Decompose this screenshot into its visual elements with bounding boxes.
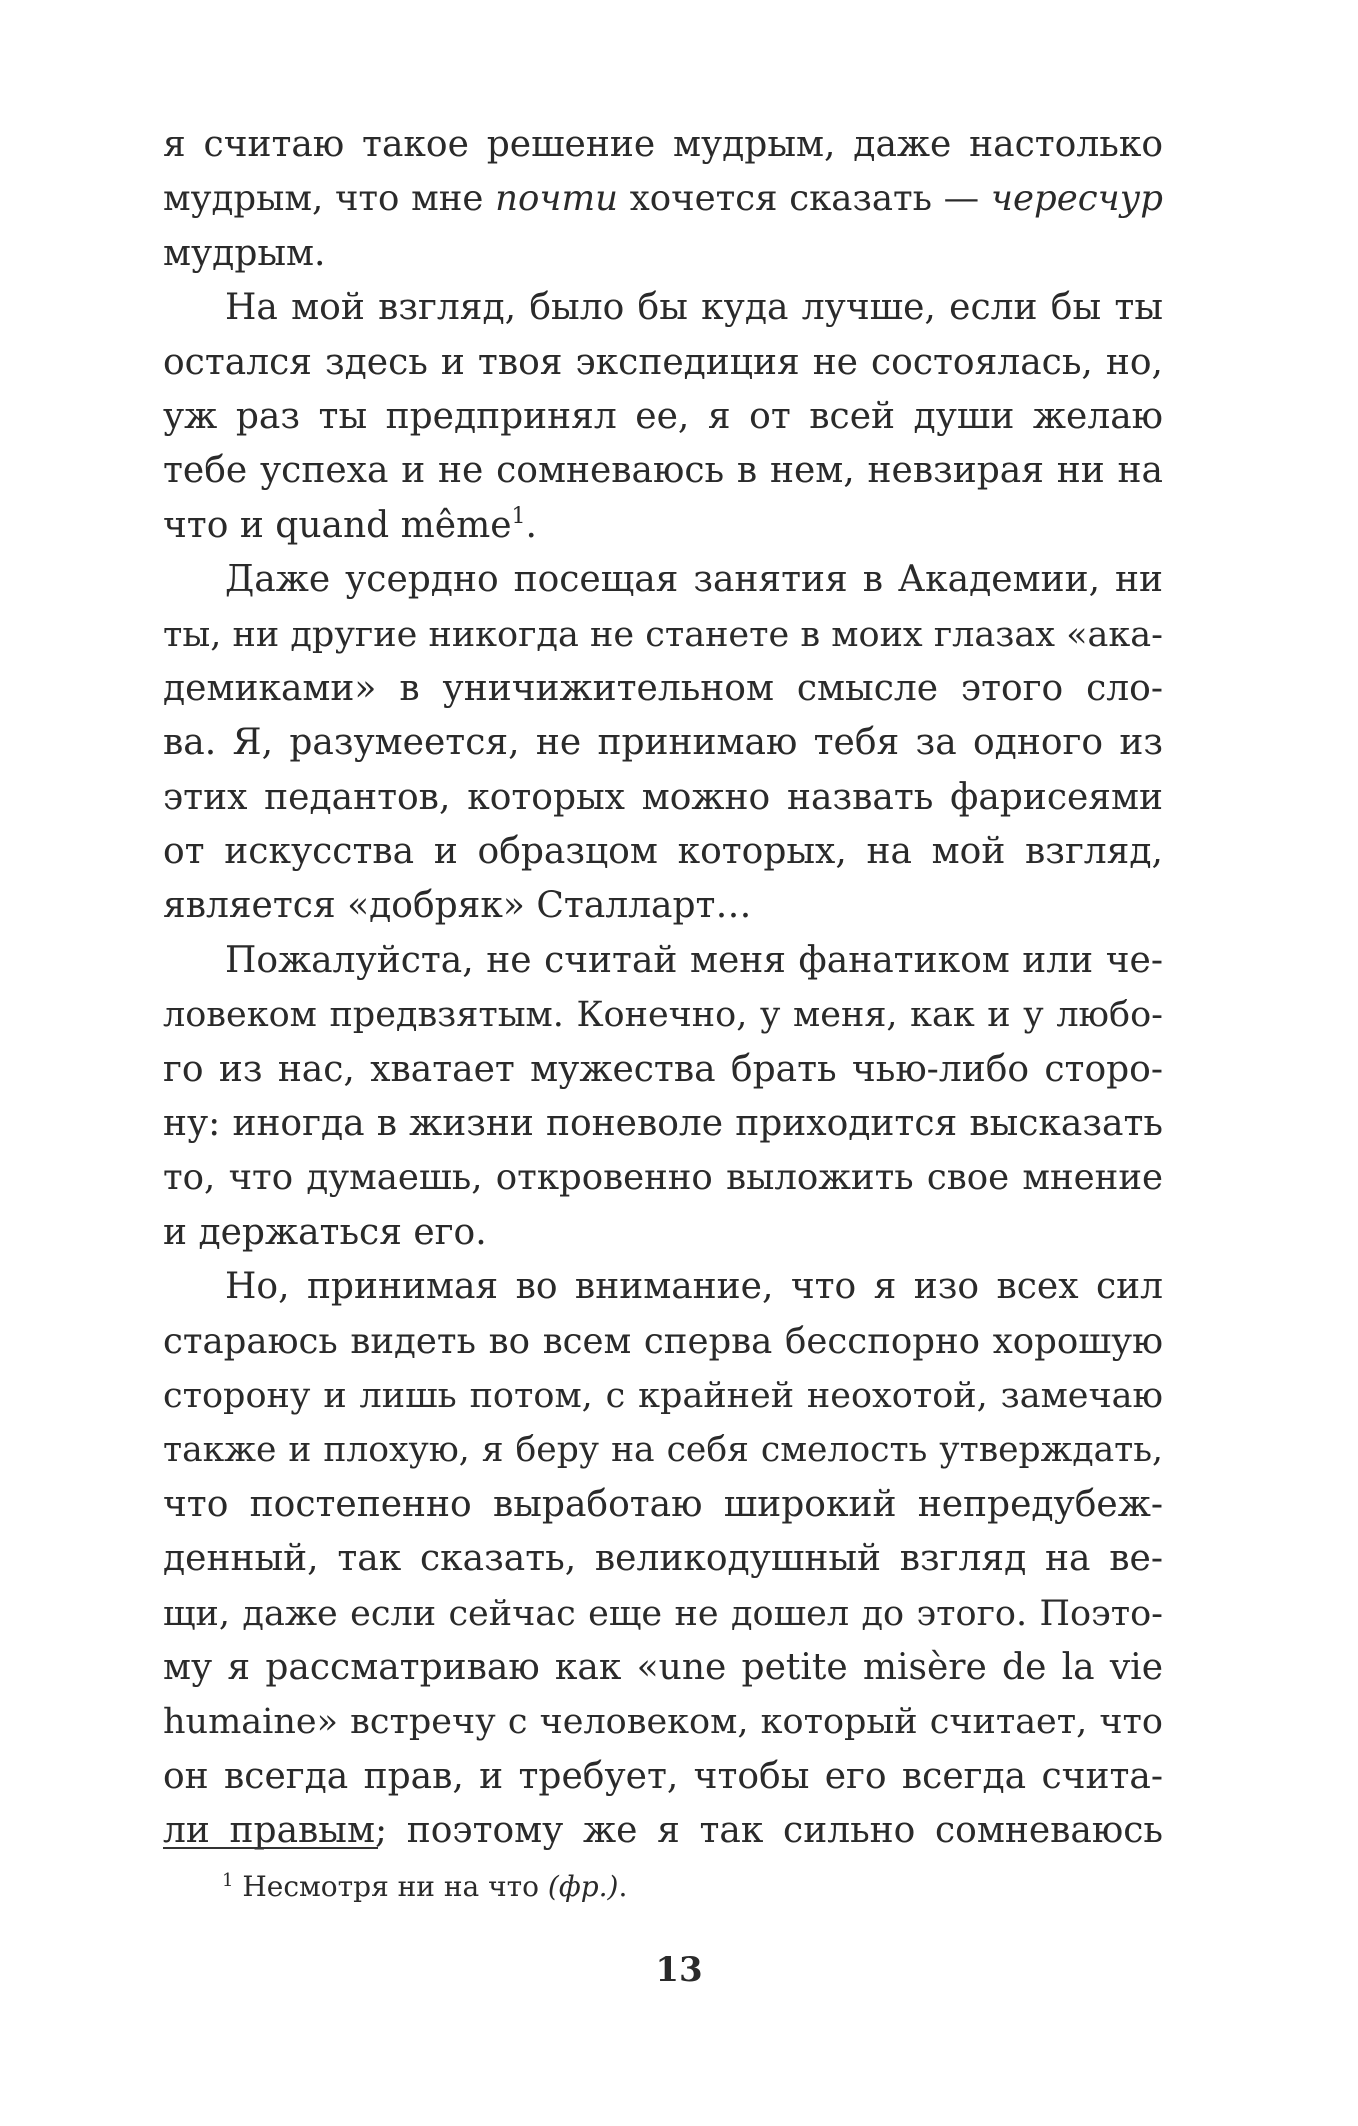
footnote [222, 1867, 627, 1907]
text-line: му я рассматриваю как «une petite misère de la vie [163, 1646, 1163, 1688]
text-line: уж раз ты предпринял ее, я от всей души желаю [163, 395, 1163, 437]
page-number: 13 [655, 1950, 703, 1990]
text-line: остался здесь и твоя экспедиция не состоялась, но, [163, 341, 1163, 383]
text-run: хочется сказать — [618, 178, 991, 220]
text-run: что и quand même [163, 504, 512, 546]
text-line: ли правым; поэтому же я так сильно сомневаюсь [163, 1810, 1163, 1852]
footnote-divider [163, 1847, 378, 1849]
text-line [163, 172, 1163, 226]
text-line: humaine» встречу с человеком, который считает, что [163, 1702, 1163, 1743]
text-line: стараюсь видеть во всем сперва бесспорно хорошую [163, 1320, 1163, 1362]
text-line: демиками» в уничижительном смысле этого сло- [163, 667, 1163, 709]
footnote-language-note: (фр.) [547, 1870, 619, 1903]
text-line: сторону и лишь потом, с крайней неохотой, замечаю [163, 1375, 1163, 1416]
text-run: . [525, 504, 537, 546]
text-line: ты, ни другие никогда не станете в моих глазах «ака- [163, 614, 1163, 655]
text-line: то, что думаешь, откровенно выложить свое мнение [163, 1157, 1163, 1199]
text-line: также и плохую, я беру на себя смелость утверждать, [163, 1430, 1163, 1471]
footnote-reference[interactable]: 1 [511, 503, 526, 529]
text-line: от искусства и образцом которых, на мой взгляд, [163, 831, 1163, 873]
paragraph-first-line: Но, принимая во внимание, что я изо всех сил [225, 1266, 1163, 1308]
italic-word: чересчур [990, 178, 1164, 220]
footnote-marker: 1 [222, 1870, 234, 1891]
text-line: этих педантов, которых можно назвать фарисеями [163, 776, 1163, 818]
text-line: мудрым. [163, 232, 326, 274]
text-line: ловеком предвзятым. Конечно, у меня, как и у любо- [163, 995, 1163, 1036]
text-line: тебе успеха и не сомневаюсь в нем, невзирая ни на [163, 450, 1163, 492]
text-line: го из нас, хватает мужества брать чью-либо сторо- [163, 1048, 1163, 1090]
text-line [163, 499, 1163, 553]
page-body-text [163, 118, 1163, 1859]
text-line: что постепенно выработаю широкий непредубеж- [163, 1483, 1163, 1525]
text-line: щи, даже если сейчас еще не дошел до этого. Поэто- [163, 1593, 1163, 1634]
footnote-text: . [618, 1870, 628, 1903]
text-line: является «добряк» Сталларт… [163, 885, 752, 927]
text-run: мудрым, что мне [163, 178, 496, 220]
paragraph-first-line: На мой взгляд, было бы куда лучше, если бы ты [225, 287, 1163, 329]
text-line: он всегда прав, и требует, чтобы его всегда счита- [163, 1755, 1163, 1797]
text-line: я считаю такое решение мудрым, даже настолько [163, 124, 1163, 165]
paragraph-first-line: Пожалуйста, не считай меня фанатиком или че- [225, 939, 1163, 981]
paragraph-first-line: Даже усердно посещая занятия в Академии, ни [225, 559, 1163, 601]
text-line: и держаться его. [163, 1211, 487, 1253]
text-line: денный, так сказать, великодушный взгляд на ве- [163, 1538, 1163, 1580]
footnote-text: Несмотря ни на что [233, 1870, 548, 1903]
italic-word: почти [495, 178, 619, 220]
text-line: ва. Я, разумеется, не принимаю тебя за одного из [163, 722, 1163, 764]
text-line: ну: иногда в жизни поневоле приходится высказать [163, 1103, 1163, 1145]
